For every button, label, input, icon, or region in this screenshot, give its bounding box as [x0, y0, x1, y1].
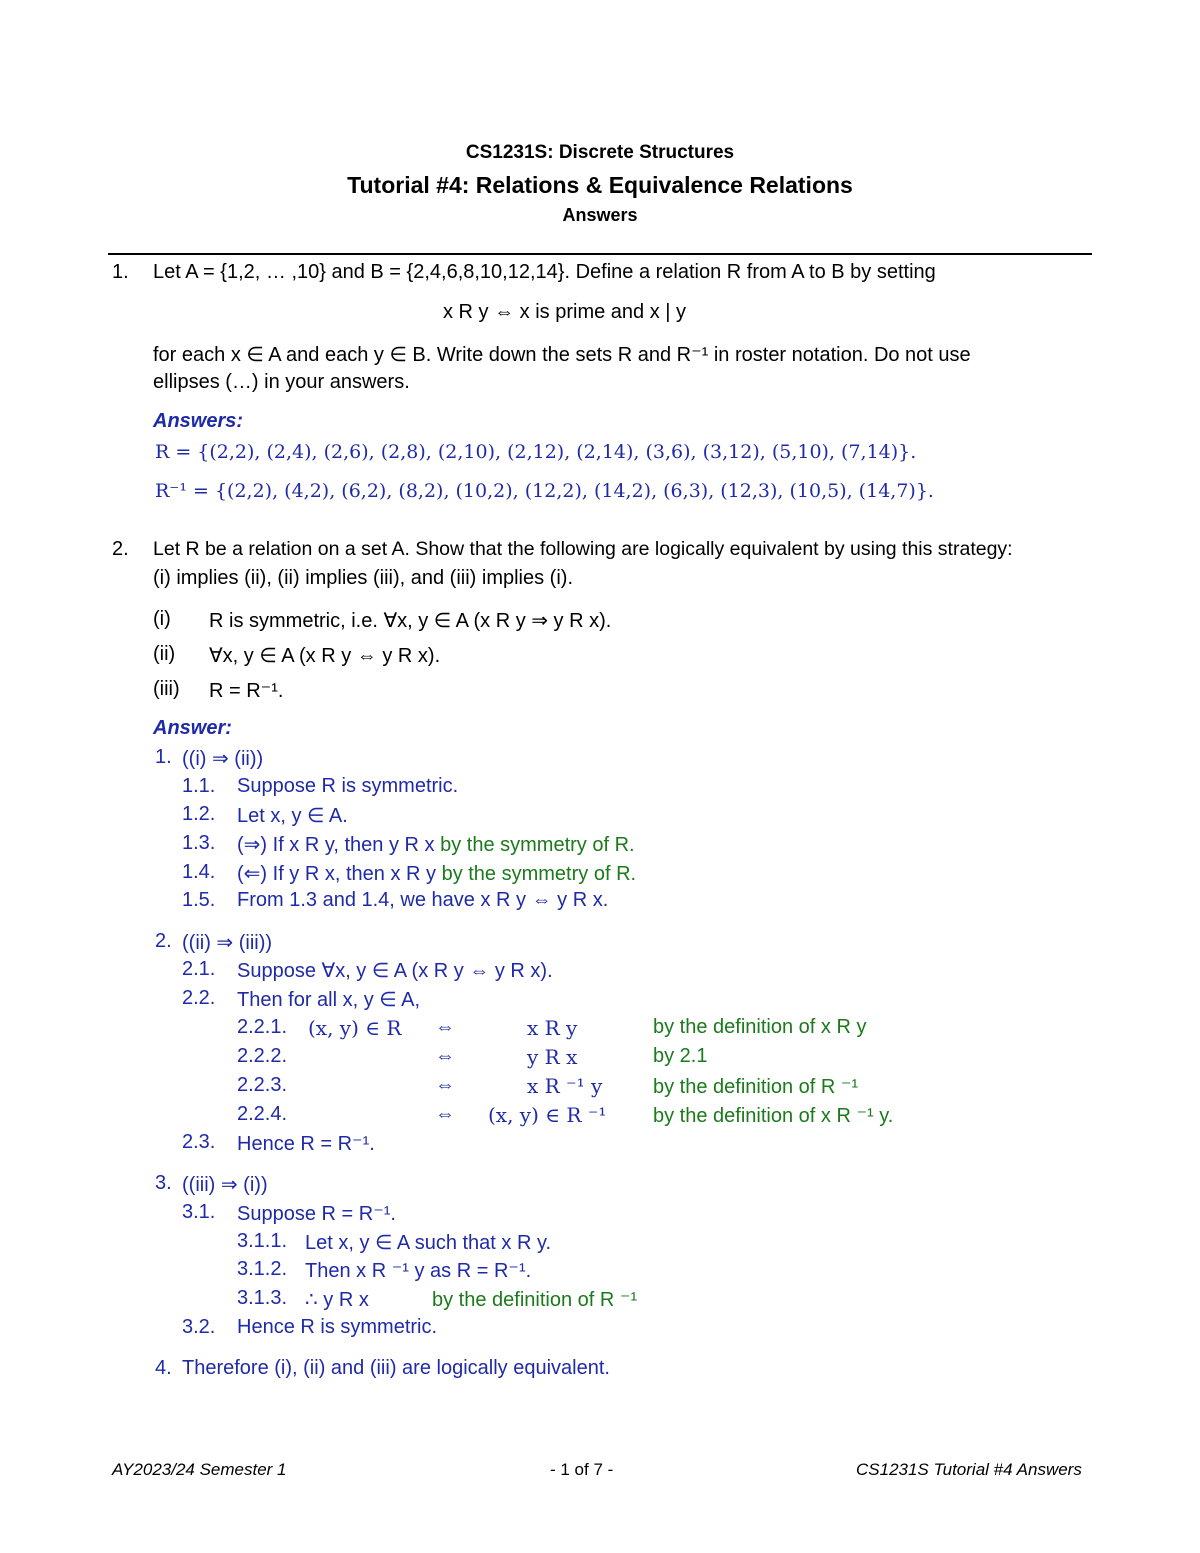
proof-step-2-2-number: 2.2.: [182, 987, 216, 1009]
row-2-rhs: y R x: [527, 1045, 578, 1069]
proof-step-1-2-number: 1.2.: [182, 803, 216, 825]
proof-step-3-1-2-text: Then x R ⁻¹ y as R = R⁻¹.: [305, 1260, 532, 1282]
row-3-op: ⇔: [435, 1074, 455, 1096]
footer-page-number: - 1 of 7 -: [550, 1460, 614, 1479]
header-rule: [108, 253, 1092, 255]
proof-step-2-3-number: 2.3.: [182, 1131, 216, 1153]
proof-step-3-1-3-reason: by the definition of R ⁻¹: [432, 1289, 638, 1311]
item-i-text: R is symmetric, i.e. ∀x, y ∈ A (x R y ⇒ y R x).: [209, 610, 612, 632]
proof-step-3-2-number: 3.2.: [182, 1316, 216, 1338]
proof-step-1-1-number: 1.1.: [182, 775, 216, 797]
row-3-reason: by the definition of R ⁻¹: [653, 1076, 859, 1098]
proof-step-1-3-text: (⇒) If x R y, then y R x: [237, 834, 435, 856]
proof-step-3-number: 3.: [155, 1172, 172, 1194]
row-2-op: ⇔: [435, 1045, 455, 1067]
table-row: 2.2.4.: [237, 1103, 288, 1125]
footer-semester: AY2023/24 Semester 1: [112, 1460, 287, 1479]
table-row: 2.2.1.: [237, 1016, 288, 1038]
question-1-line-1: Let A = {1,2, … ,10} and B = {2,4,6,8,10,12,14}. Define a relation R from A to B by setting: [153, 261, 936, 283]
proof-step-3-1-1-text: Let x, y ∈ A such that x R y.: [305, 1232, 552, 1254]
proof-step-1-2-text: Let x, y ∈ A.: [237, 805, 348, 827]
proof-step-1-5-number: 1.5.: [182, 889, 216, 911]
question-2-number: 2.: [112, 538, 129, 560]
proof-step-2-1-text: Suppose ∀x, y ∈ A (x R y ⇔ y R x).: [237, 960, 553, 982]
proof-step-3-1-text: Suppose R = R⁻¹.: [237, 1203, 396, 1225]
proof-step-1-4-number: 1.4.: [182, 861, 216, 883]
item-i-label: (i): [153, 608, 171, 630]
proof-step-3-1-2-number: 3.1.2.: [237, 1258, 288, 1280]
proof-step-1-5-text: From 1.3 and 1.4, we have x R y ⇔ y R x.: [237, 889, 609, 911]
item-iii-text: R = R⁻¹.: [209, 680, 284, 702]
proof-step-2-3-text: Hence R = R⁻¹.: [237, 1133, 375, 1155]
question-2-line-1: Let R be a relation on a set A. Show that the following are logically equivalent by using this strategy:: [153, 538, 1013, 560]
proof-step-1-3-reason: by the symmetry of R.: [434, 834, 635, 856]
proof-step-1-number: 1.: [155, 746, 172, 768]
table-row: 2.2.3.: [237, 1074, 288, 1096]
proof-step-3-text: ((iii) ⇒ (i)): [182, 1174, 268, 1196]
item-ii-text: ∀x, y ∈ A (x R y ⇔ y R x).: [209, 645, 441, 667]
row-1-lhs: (x, y) ∈ R: [308, 1016, 402, 1040]
question-1-relation-definition: x R y ⇔ x is prime and x | y: [443, 301, 687, 323]
answer-r-inverse-set: R⁻¹ = {(2,2), (4,2), (6,2), (8,2), (10,2), (12,2), (14,2), (6,3), (12,3), (10,5), (14,7)}.: [155, 480, 934, 502]
proof-step-3-1-3-number: 3.1.3.: [237, 1287, 288, 1309]
proof-step-3-1-1-number: 3.1.1.: [237, 1230, 288, 1252]
proof-step-3-1-number: 3.1.: [182, 1201, 216, 1223]
question-1-number: 1.: [112, 261, 129, 283]
row-1-reason: by the definition of x R y: [653, 1016, 867, 1038]
question-2-answer-label: Answer:: [153, 717, 232, 739]
row-2-reason: by 2.1: [653, 1045, 708, 1067]
footer-doc-title: CS1231S Tutorial #4 Answers: [856, 1460, 1082, 1479]
proof-step-1-text: ((i) ⇒ (ii)): [182, 748, 264, 770]
proof-step-1-4-reason: by the symmetry of R.: [436, 863, 637, 885]
proof-step-4-text: Therefore (i), (ii) and (iii) are logically equivalent.: [182, 1357, 610, 1379]
tutorial-title: Tutorial #4: Relations & Equivalence Relations: [347, 172, 853, 198]
proof-step-2-text: ((ii) ⇒ (iii)): [182, 932, 273, 954]
question-1-answer-label: Answers:: [153, 410, 244, 432]
row-4-rhs: (x, y) ∈ R ⁻¹: [488, 1103, 607, 1127]
table-row: 2.2.2.: [237, 1045, 288, 1067]
answer-r-set: R = {(2,2), (2,4), (2,6), (2,8), (2,10), (2,12), (2,14), (3,6), (3,12), (5,10), (7,14)}.: [155, 441, 917, 463]
proof-step-3-1-3-text: ∴ y R x: [305, 1289, 369, 1311]
proof-step-4-number: 4.: [155, 1357, 172, 1379]
tutorial-subtitle: Answers: [562, 205, 638, 225]
proof-step-1-1-text: Suppose R is symmetric.: [237, 775, 459, 797]
question-1-line-3: for each x ∈ A and each y ∈ B. Write down the sets R and R⁻¹ in roster notation. Do not use: [153, 344, 971, 366]
proof-step-1-4-text: (⇐) If y R x, then x R y: [237, 863, 437, 885]
proof-step-2-2-text: Then for all x, y ∈ A,: [237, 989, 421, 1011]
item-ii-label: (ii): [153, 643, 176, 665]
proof-step-1-3-number: 1.3.: [182, 832, 216, 854]
question-1-line-4: ellipses (…) in your answers.: [153, 371, 410, 393]
row-4-reason: by the definition of x R ⁻¹ y.: [653, 1105, 894, 1127]
row-3-rhs: x R ⁻¹ y: [527, 1074, 603, 1098]
row-4-op: ⇔: [435, 1103, 455, 1125]
item-iii-label: (iii): [153, 678, 180, 700]
row-1-rhs: x R y: [527, 1016, 578, 1040]
proof-step-3-2-text: Hence R is symmetric.: [237, 1316, 438, 1338]
question-2-line-2: (i) implies (ii), (ii) implies (iii), and (iii) implies (i).: [153, 567, 573, 589]
proof-step-2-1-number: 2.1.: [182, 958, 216, 980]
row-1-op: ⇔: [435, 1016, 455, 1038]
proof-step-2-number: 2.: [155, 930, 172, 952]
course-title: CS1231S: Discrete Structures: [465, 142, 735, 163]
